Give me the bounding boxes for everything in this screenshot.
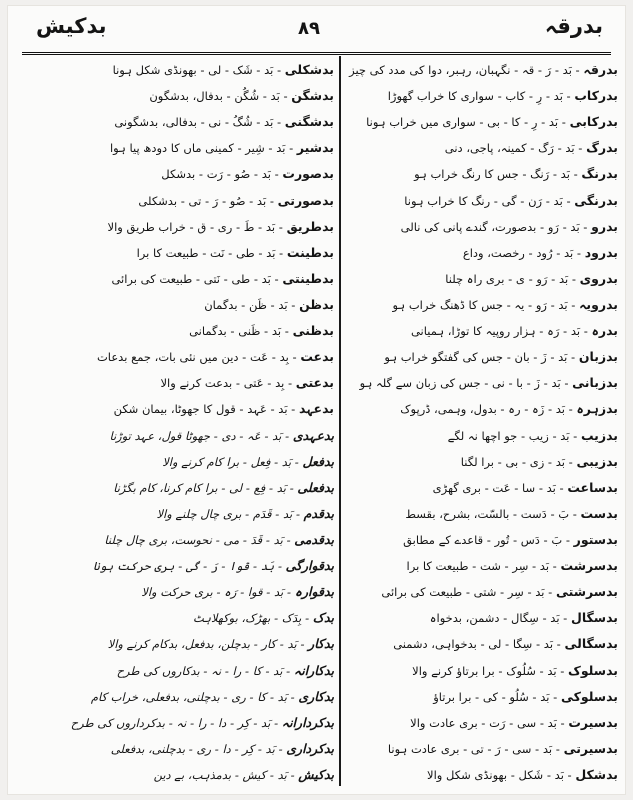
entry-definition: - بَد - سِگا - لی - بدخواہی، دشمنی <box>393 637 565 652</box>
dictionary-entry <box>346 556 618 575</box>
entry-headword: بدرود <box>584 244 618 260</box>
dictionary-entry <box>346 478 618 497</box>
entry-definition: - بَد - قَدَم - بری چال چلنے والا <box>156 506 304 521</box>
header-rule <box>22 52 611 55</box>
entry-definition: - بَد - رَ - قہ - نگہبان، رہبر، دوا کی مدد کی چیز <box>349 63 584 77</box>
entry-definition: - بَد - زی - بی - برا لگنا <box>460 454 577 469</box>
dictionary-entry <box>346 191 618 210</box>
entry-definition: - بَد - زیب - جو اچھا نہ لگے <box>447 428 581 443</box>
dictionary-entry <box>346 321 618 340</box>
entry-definition: - بَد - ظَن - بدگمان <box>204 297 300 312</box>
entry-headword: بدزیبی <box>576 453 618 469</box>
entry-headword: بدفعلی <box>297 479 334 495</box>
dictionary-entry <box>20 582 334 601</box>
entry-headword: بدرو <box>591 218 618 234</box>
dictionary-entry <box>346 530 618 549</box>
dictionary-entry <box>20 373 334 392</box>
dictionary-entry <box>20 243 334 262</box>
entry-definition: - بَد - طَ - ری - ق - خراب طریق والا <box>107 219 287 234</box>
entry-headword: بدقوارہ <box>294 584 334 600</box>
entry-definition: - بَد - رَو - ی - بری راہ چلنا <box>445 271 580 286</box>
dictionary-entry <box>20 634 334 653</box>
entry-headword: بدطینتی <box>282 270 334 286</box>
entry-headword: بدعہدی <box>292 427 334 443</box>
entry-definition: - بَد - کیش - بدمذہب، بے دین <box>153 767 299 782</box>
dictionary-entry <box>346 634 618 653</box>
page-header <box>8 8 625 48</box>
entry-headword: بدسیرتی <box>563 740 618 756</box>
entry-definition: - بَد - کِر - دا - ری - بدچلنی، بدفعلی <box>110 741 287 756</box>
entry-headword: بدعہد <box>299 401 334 417</box>
dictionary-entry <box>346 86 618 105</box>
entry-definition: - بَد - شُگُن - بدفال، بدشگون <box>149 89 292 104</box>
dictionary-entry <box>20 661 334 680</box>
dictionary-entry <box>346 765 618 784</box>
entry-headword: بدسگال <box>570 610 618 626</box>
entry-definition: - بَد - سِر - شتی - طبیعت کی برائی <box>381 585 556 600</box>
entry-headword: بدکارانہ <box>293 662 334 678</box>
dictionary-entry <box>346 373 618 392</box>
running-head-last-word: بدکیش <box>36 14 107 38</box>
entry-headword: بدقدمی <box>294 531 334 547</box>
entry-definition: - بَد - کار - بدچلن، بدفعل، بدکام کرنے والا <box>107 637 309 652</box>
entry-definition: - بَد - شُگُ - نی - بدفالی، بدشگونی <box>114 115 285 130</box>
entry-headword: بدزیب <box>580 427 618 443</box>
dictionary-entry <box>20 112 334 131</box>
entry-headword: بدسرشت <box>560 558 618 574</box>
entry-definition: - بَد - سِگال - دشمن، بدخواہ <box>429 611 571 626</box>
entry-headword: بدسلوکی <box>560 688 618 704</box>
entry-definition: - بَد - سی - رَت - بری عادت والا <box>410 715 569 730</box>
dictionary-entry <box>346 295 618 314</box>
dictionary-entry <box>20 452 334 471</box>
entry-headword: بدعت <box>300 349 334 365</box>
dictionary-entry <box>20 60 334 79</box>
entry-headword: بدکردارانہ <box>281 714 334 730</box>
entry-definition: - بَد - صُو - رَت - بدشکل <box>161 167 283 182</box>
dictionary-entry <box>20 347 334 366</box>
entry-definition: - بَد - کِر - دا - را - نہ - بدکرداروں کی طرح <box>70 715 282 730</box>
entry-definition: - بِدَک - بھڑک، بوکھلاہٹ <box>192 611 313 626</box>
dictionary-entry <box>20 765 334 784</box>
entry-headword: بدصورتی <box>277 192 334 208</box>
entry-headword: بدرقہ <box>583 62 618 77</box>
entry-definition: - بَد - فِع - لی - برا کام کرنا، کام بگڑنا <box>113 480 298 495</box>
dictionary-entry <box>20 295 334 314</box>
dictionary-entry <box>20 478 334 497</box>
entry-definition: - بَد - عَہ - دی - جھوٹا قول، عہد توڑنا <box>109 428 293 443</box>
dictionary-entry <box>20 217 334 236</box>
dictionary-entry <box>346 243 618 262</box>
entry-headword: بدست <box>580 505 618 521</box>
dictionary-entry <box>20 399 334 418</box>
entry-headword: بدرنگ <box>581 166 618 182</box>
dictionary-entry <box>20 608 334 627</box>
entry-definition: - بَد - سا - عَت - بری گھڑی <box>432 480 568 495</box>
entry-headword: بدساعت <box>567 479 618 495</box>
dictionary-entry <box>20 191 334 210</box>
entry-definition: - بَد - زَ - با - نی - جس کی زبان سے گلہ ہو <box>359 376 573 391</box>
entry-headword: بدک <box>312 610 334 626</box>
entry-headword: بدکاری <box>298 688 334 704</box>
entry-headword: بدطینت <box>286 244 334 260</box>
entry-definition: - بِد - عَتی - بدعت کرنے والا <box>160 376 296 391</box>
entry-headword: بدظن <box>299 296 334 312</box>
entry-definition: - بَد - کا - ری - بدچلنی، بدفعلی، خراب کام <box>90 689 299 704</box>
dictionary-entry <box>20 556 334 575</box>
entry-definition: - بَد - سُلُوک - برا برتاؤ کرنے والا <box>412 663 569 678</box>
dictionary-entry <box>346 426 618 445</box>
page-number: ۸۹ <box>298 18 320 39</box>
entry-definition: - بَد - رَہ - ہزار روپیہ کا توڑا، ہمیانی <box>410 324 592 339</box>
dictionary-entry <box>20 687 334 706</box>
entry-headword: بدستور <box>573 531 618 547</box>
entry-definition: - بَد - زَہ - رہ - بدول، وہمی، ڈرپوک <box>400 402 577 417</box>
dictionary-entry <box>346 739 618 758</box>
entry-headword: بدصورت <box>282 166 334 182</box>
column-divider <box>339 56 341 786</box>
entry-headword: بدکرداری <box>286 740 334 756</box>
entry-definition: - بَد - رَو - بدصورت، گندے پانی کی نالی <box>400 219 592 234</box>
dictionary-entry <box>346 452 618 471</box>
entry-definition: - بَد - قوا - رَ - گی - بری حرکت ہونا <box>92 559 286 574</box>
entry-headword: بدسیرت <box>568 714 618 730</box>
entry-headword: بدزہرہ <box>576 401 618 417</box>
dictionary-page <box>8 6 625 794</box>
entry-definition: - بَ - دَس - تُور - قاعدے کے مطابق <box>403 532 574 547</box>
entry-headword: بدشیر <box>296 140 334 156</box>
dictionary-entry <box>20 138 334 157</box>
entry-headword: بدفعل <box>302 453 334 469</box>
entry-definition: - بَد - رَنگ - جس کا رنگ خراب ہو <box>414 167 582 182</box>
left-column <box>20 60 334 784</box>
entry-definition: - بَد - سِر - شت - طبیعت کا برا <box>406 559 561 574</box>
dictionary-entry <box>346 582 618 601</box>
dictionary-entry <box>20 739 334 758</box>
entry-headword: بدقوارگی <box>285 558 334 574</box>
entry-headword: بدشگنی <box>284 114 334 130</box>
entry-headword: بدرویہ <box>579 296 618 312</box>
entry-definition: - بَد - زَ - بان - جس کی گفتگو خراب ہو <box>384 350 579 365</box>
entry-definition: - بَد - سی - رَ - تی - بری عادت ہونا <box>387 741 564 756</box>
entry-definition: - بَد - شَکل - بھونڈی شکل والا <box>427 767 576 782</box>
dictionary-entry <box>346 608 618 627</box>
entry-definition: - بَد - طی - نَتی - طبیعت کی برائی <box>111 271 283 286</box>
dictionary-entry <box>20 530 334 549</box>
entry-definition: - بَد - قَدَ - می - نحوست، بری چال چلنا <box>104 532 295 547</box>
entry-headword: بدزبان <box>578 349 618 365</box>
dictionary-entry <box>346 60 618 79</box>
dictionary-entry <box>20 86 334 105</box>
entry-definition: - بَد - سُلُو - کی - برا برتاؤ <box>433 689 561 704</box>
entry-definition: - بَد - رَگ - کمینہ، پاجی، دنی <box>444 141 587 156</box>
entry-definition: - بَد - صُو - رَ - تی - بدشکلی <box>138 193 278 208</box>
entry-definition: - بَد - شَک - لی - بھونڈی شکل ہونا <box>112 63 285 77</box>
entry-headword: بدرنگی <box>574 192 618 208</box>
entry-headword: بدشکلی <box>284 62 334 77</box>
entry-definition: - بَد - رِ - کا - بی - سواری میں خراب ہونا <box>366 115 570 130</box>
dictionary-entry <box>20 321 334 340</box>
entry-definition: - بِد - عَت - دین میں نئی بات، جمع بدعات <box>96 350 301 365</box>
entry-headword: بدکار <box>308 636 334 652</box>
running-head-first-word: بدرقہ <box>544 14 603 38</box>
dictionary-entry <box>20 713 334 732</box>
dictionary-entry <box>346 138 618 157</box>
dictionary-entry <box>20 269 334 288</box>
entry-definition: - بَد - کا - را - نہ - بدکاروں کی طرح <box>116 663 294 678</box>
entry-definition: - بَد - رُود - رخصت، وداع <box>462 245 585 260</box>
entry-headword: بدطریق <box>286 218 334 234</box>
entry-headword: بدشکل <box>575 766 618 782</box>
entry-definition: - بَد - عَہد - قول کا جھوٹا، بیمان شکن <box>113 402 299 417</box>
dictionary-entry <box>346 713 618 732</box>
entry-headword: بدقدم <box>303 505 334 521</box>
dictionary-entry <box>346 687 618 706</box>
dictionary-entry <box>346 399 618 418</box>
right-column <box>346 60 618 784</box>
entry-definition: - بَد - رَن - گی - رنگ کا خراب ہونا <box>404 193 575 208</box>
dictionary-entry <box>20 426 334 445</box>
dictionary-entry <box>346 164 618 183</box>
dictionary-entry <box>346 217 618 236</box>
entry-definition: - بَد - طی - نَت - طبیعت کا برا <box>136 245 287 260</box>
dictionary-entry <box>346 112 618 131</box>
dictionary-entry <box>20 164 334 183</box>
entry-headword: بدرکابی <box>569 114 618 130</box>
dictionary-entry <box>20 504 334 523</box>
entry-definition: - بَ - دَست - بالسّت، بشرح، بقسط <box>405 506 581 521</box>
entry-headword: بدرہ <box>591 323 618 339</box>
entry-definition: - بَد - شِیر - کمینی ماں کا دودھ پیا ہوا <box>109 141 297 156</box>
entry-headword: بدزبانی <box>572 375 618 391</box>
entry-headword: بدشگن <box>291 88 334 104</box>
entry-headword: بدکیش <box>298 766 334 782</box>
dictionary-entry <box>346 347 618 366</box>
entry-definition: - بَد - رِ - کاب - سواری کا خراب گھوڑا <box>387 89 575 104</box>
entry-headword: بدرگ <box>586 140 618 156</box>
dictionary-entry <box>346 504 618 523</box>
entry-definition: - بَد - فِعل - برا کام کرنے والا <box>162 454 303 469</box>
entry-headword: بدسرشتی <box>555 584 618 600</box>
entry-headword: بدعتی <box>295 375 334 391</box>
entry-headword: بدرکاب <box>574 88 618 104</box>
entry-headword: بدسگالی <box>564 636 618 652</box>
dictionary-entry <box>346 661 618 680</box>
entry-definition: - بَد - قوا - رَہ - بری حرکت والا <box>141 585 295 600</box>
dictionary-entry <box>346 269 618 288</box>
entry-headword: بدظنی <box>292 323 334 339</box>
entry-definition: - بَد - ظَنی - بدگمانی <box>189 324 293 339</box>
entry-headword: بدسلوک <box>568 662 618 678</box>
entry-headword: بدروی <box>579 270 618 286</box>
entry-definition: - بَد - رَو - یہ - جس کا ڈھنگ خراب ہو <box>392 297 580 312</box>
